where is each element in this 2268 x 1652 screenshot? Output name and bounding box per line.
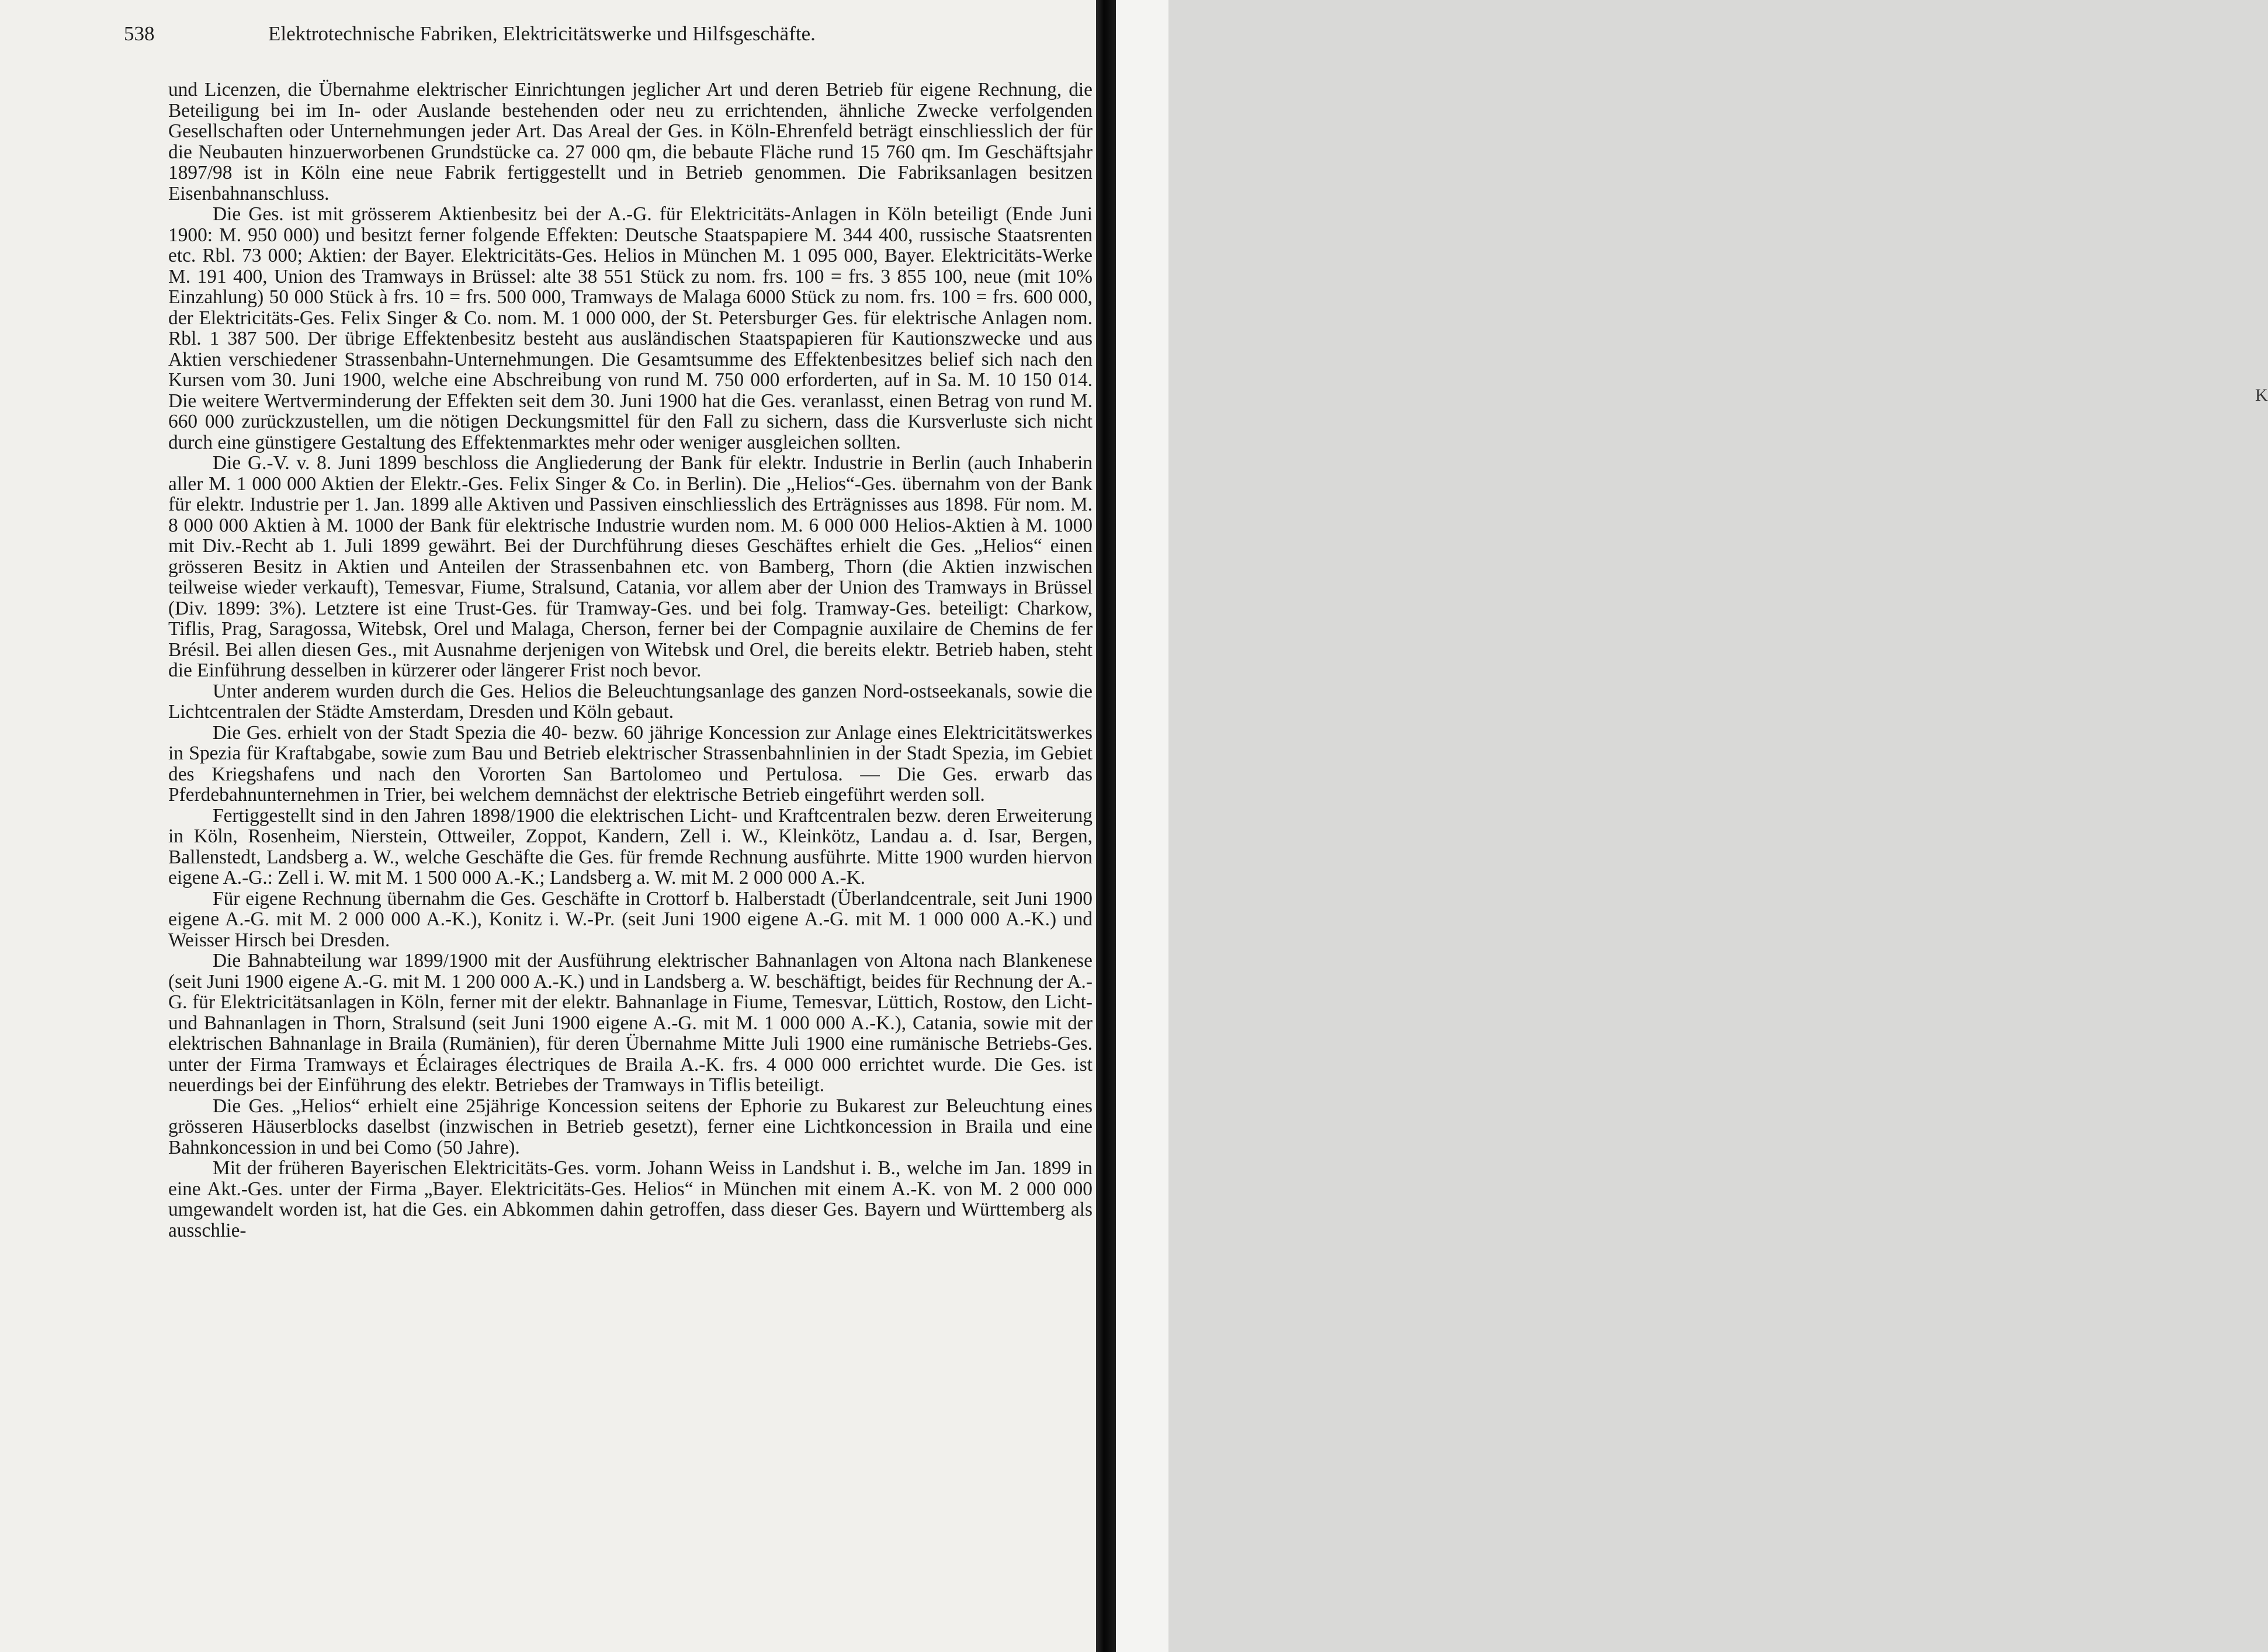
facing-page-glyph: K [2255, 386, 2268, 405]
paragraph: Die Ges. ist mit grösserem Aktienbesitz bei der A.-G. für Elektricitäts-Anlagen in Köln beteiligt (Ende Juni 1900: M. 950 000) und besitzt ferner folgende Effekten: Deutsche Staatspapiere M. 344 400, russische Staatsrenten etc. Rbl. 73 000; Aktien: der Bayer. Elektricitäts-Ges. Helios in München M. 1 095 000, Bayer. Elektricitäts-Werke M. 191 400, Union des Tramways in Brüssel: alte 38 551 Stück zu nom. frs. 100 = frs. 3 855 100, neue (mit 10% Einzahlung) 50 000 Stück à frs. 10 = frs. 500 000, Tramways de Malaga 6000 Stück zu nom. frs. 100 = frs. 600 000, der Elektricitäts-Ges. Felix Singer & Co. nom. M. 1 000 000, der St. Petersburger Ges. für elektrische Anlagen nom. Rbl. 1 387 500. Der übrige Effektenbesitz besteht aus ausländischen Staatspapieren für Kautionszwecke und aus Aktien verschiedener Strassenbahn-Unternehmungen. Die Gesamtsumme des Effektenbesitzes belief sich nach den Kursen vom 30. Juni 1900, welche eine Abschreibung von rund M. 750 000 erforderten, auf in Sa. M. 10 150 014. Die weitere Wertverminderung der Effekten seit dem 30. Juni 1900 hat die Ges. veranlasst, einen Betrag von rund M. 660 000 zurückzustellen, um die nötigen Deckungsmittel für den Fall zu sichern, dass die Kursverluste sich nicht durch eine günstigere Gestaltung des Effektenmarktes mehr oder weniger ausgleichen sollten. [168, 203, 1093, 453]
paragraph: Fertiggestellt sind in den Jahren 1898/1900 die elektrischen Licht- und Kraftcentralen bezw. deren Erweiterung in Köln, Rosenheim, Nierstein, Ottweiler, Zoppot, Kandern, Zell i. W., Kleinkötz, Landau a. d. Isar, Bergen, Ballenstedt, Landsberg a. W., welche Geschäfte die Ges. für fremde Rechnung ausführte. Mitte 1900 wurden hiervon eigene A.-G.: Zell i. W. mit M. 1 500 000 A.-K.; Landsberg a. W. mit M. 2 000 000 A.-K. [168, 804, 1093, 889]
paragraph: Die Ges. erhielt von der Stadt Spezia die 40- bezw. 60 jährige Koncession zur Anlage eines Elektricitätswerkes in Spezia für Kraftabgabe, sowie zum Bau und Betrieb elektrischer Strassenbahnlinien in der Stadt Spezia, im Gebiet des Kriegshafens und nach den Vororten San Bartolomeo und Pertulosa. — Die Ges. erwarb das Pferdebahnunternehmen in Trier, bei welchem demnächst der elektrische Betrieb eingeführt werden soll. [168, 721, 1093, 806]
book-binding [1096, 0, 1116, 1652]
paragraph: Die G.-V. v. 8. Juni 1899 beschloss die Angliederung der Bank für elektr. Industrie in Berlin (auch Inhaberin aller M. 1 000 000 Aktien der Elektr.-Ges. Felix Singer & Co. in Berlin). Die „Helios“-Ges. übernahm von der Bank für elektr. Industrie per 1. Jan. 1899 alle Aktiven und Passiven einschliesslich des Erträgnisses aus 1898. Für nom. M. 8 000 000 Aktien à M. 1000 der Bank für elektrische Industrie wurden nom. M. 6 000 000 Helios-Aktien à M. 1000 mit Div.-Recht ab 1. Juli 1899 gewährt. Bei der Durchführung dieses Geschäftes erhielt die Ges. „Helios“ einen grösseren Besitz in Aktien und Anteilen der Strassenbahnen etc. von Bamberg, Thorn (die Aktien inzwischen teilweise wieder verkauft), Temesvar, Fiume, Stralsund, Catania, vor allem aber der Union des Tramways in Brüssel (Div. 1899: 3%). Letztere ist eine Trust-Ges. für Tramway-Ges. und bei folg. Tramway-Ges. beteiligt: Charkow, Tiflis, Prag, Saragossa, Witebsk, Orel und Malaga, Cherson, ferner bei der Compagnie auxilaire de Chemins de fer Brésil. Bei allen diesen Ges., mit Ausnahme derjenigen von Witebsk und Orel, die bereits elektr. Betrieb haben, steht die Einführung desselben in kürzerer oder längerer Frist noch bevor. [168, 452, 1093, 681]
body-text [168, 79, 1093, 1241]
paragraph: Für eigene Rechnung übernahm die Ges. Geschäfte in Crottorf b. Halberstadt (Überlandcentrale, seit Juni 1900 eigene A.-G. mit M. 2 000 000 A.-K.), Konitz i. W.-Pr. (seit Juni 1900 eigene A.-G. mit M. 1 000 000 A.-K.) und Weisser Hirsch bei Dresden. [168, 887, 1093, 951]
paragraph: Unter anderem wurden durch die Ges. Helios die Beleuchtungsanlage des ganzen Nord-ostseekanals, sowie die Lichtcentralen der Städte Amsterdam, Dresden und Köln gebaut. [168, 680, 1093, 723]
running-head: Elektrotechnische Fabriken, Elektricitätswerke und Hilfsgeschäfte. [268, 22, 816, 45]
paragraph: Die Bahnabteilung war 1899/1900 mit der Ausführung elektrischer Bahnanlagen von Altona nach Blankenese (seit Juni 1900 eigene A.-G. mit M. 1 200 000 A.-K.) und in Landsberg a. W. beschäftigt, beides für Rechnung der A.-G. für Elektricitätsanlagen in Köln, ferner mit der elektr. Bahnanlage in Fiume, Temesvar, Lüttich, Rostow, den Licht- und Bahnanlagen in Thorn, Stralsund (seit Juni 1900 eigene A.-G. mit M. 1 000 000 A.-K.), Catania, sowie mit der elektrischen Bahnanlage in Braila (Rumänien), für deren Übernahme Mitte Juli 1900 eine rumänische Betriebs-Ges. unter der Firma Tramways et Éclairages électriques de Braila A.-K. frs. 4 000 000 errichtet wurde. Die Ges. ist neuerdings bei der Einführung des elektr. Betriebes der Tramways in Tiflis beteiligt. [168, 950, 1093, 1096]
book-page [0, 0, 1098, 1652]
paragraph: und Licenzen, die Übernahme elektrischer Einrichtungen jeglicher Art und deren Betrieb für eigene Rechnung, die Beteiligung bei im In- oder Auslande bestehenden oder neu zu errichtenden, ähnliche Zwecke verfolgenden Gesellschaften oder Unternehmungen jeder Art. Das Areal der Ges. in Köln-Ehrenfeld beträgt einschliesslich der für die Neubauten hinzuerworbenen Grundstücke ca. 27 000 qm, die bebaute Fläche rund 15 760 qm. Im Geschäftsjahr 1897/98 ist in Köln eine neue Fabrik fertiggestellt und in Betrieb genommen. Die Fabriksanlagen besitzen Eisenbahnanschluss. [168, 79, 1093, 204]
paragraph: Mit der früheren Bayerischen Elektricitäts-Ges. vorm. Johann Weiss in Landshut i. B., welche im Jan. 1899 in eine Akt.-Ges. unter der Firma „Bayer. Elektricitäts-Ges. Helios“ in München mit einem A.-K. von M. 2 000 000 umgewandelt worden ist, hat die Ges. ein Abkommen dahin getroffen, dass dieser Ges. Bayern und Württemberg als ausschlie- [168, 1157, 1093, 1241]
page-number: 538 [124, 22, 155, 45]
paragraph: Die Ges. „Helios“ erhielt eine 25jährige Koncession seitens der Ephorie zu Bukarest zur Beleuchtung eines grösseren Häuserblocks daselbst (inzwischen in Betrieb gesetzt), ferner eine Lichtkoncession in Braila und eine Bahnkoncession in und bei Como (50 Jahre). [168, 1095, 1093, 1158]
